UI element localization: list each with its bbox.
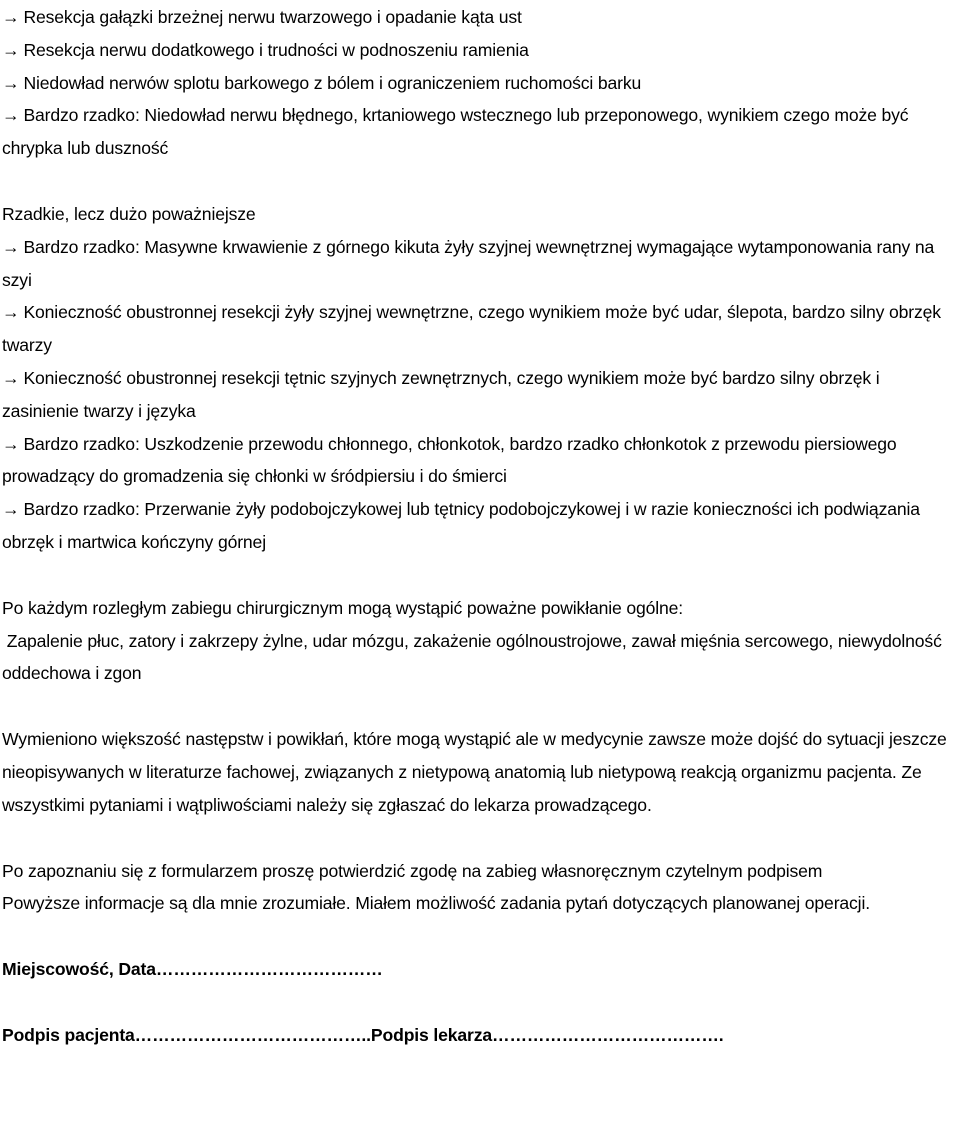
list-item	[2, 362, 958, 428]
spacer	[2, 822, 958, 855]
list-item	[2, 34, 958, 67]
arrow-icon: →	[2, 105, 20, 126]
arrow-icon: →	[2, 7, 20, 27]
spacer	[2, 920, 958, 953]
spacer	[2, 986, 958, 1019]
arrow-icon: →	[2, 72, 20, 93]
list-item-text: Bardzo rzadko: Przerwanie żyły podobojczykowej lub tętnicy podobojczykowej i w razie konieczności ich podwiązania obrzęk i martwica kończyny górnej	[2, 499, 920, 552]
list-item-text: Bardzo rzadko: Niedowład nerwu błędnego, krtaniowego wstecznego lub przeponowego, wynikiem czego może być chrypka lub duszność	[2, 105, 909, 159]
list-item-text: Bardzo rzadko: Masywne krwawienie z górnego kikuta żyły szyjnej wewnętrznej wymagające wytamponowania rany na szyi	[2, 236, 935, 290]
general-complications-intro: Po każdym rozległym zabiegu chirurgicznym mogą wystąpić poważne powikłanie ogólne:	[2, 597, 684, 618]
arrow-icon: →	[2, 236, 20, 257]
confirmation-statement: Powyższe informacje są dla mnie zrozumiałe. Miałem możliwość zadania pytań dotyczących planowanej operacji.	[2, 893, 870, 914]
arrow-icon: →	[2, 433, 20, 454]
list-item	[2, 99, 958, 165]
list-item-text: Konieczność obustronnej resekcji tętnic szyjnych zewnętrznych, czego wynikiem może być bardzo silny obrzęk i zasinienie twarzy i języka	[2, 367, 880, 421]
list-item	[2, 296, 958, 362]
list-item	[2, 1, 958, 34]
spacer	[2, 165, 958, 198]
arrow-icon: →	[2, 302, 20, 323]
arrow-icon: →	[2, 499, 20, 520]
place-date-field[interactable]: Miejscowość, Data…………………………………	[2, 959, 383, 980]
list-item-text: Resekcja gałązki brzeżnej nerwu twarzowego i opadanie kąta ust	[23, 7, 522, 27]
list-item	[2, 493, 958, 559]
list-item	[2, 428, 958, 494]
arrow-icon: →	[2, 367, 20, 388]
list-item-text: Bardzo rzadko: Uszkodzenie przewodu chłonnego, chłonkotok, bardzo rzadko chłonkotok z przewodu piersiowego prowadzący do gromadzenia się chłonki w śródpiersiu i do śmierci	[2, 433, 897, 487]
disclaimer-paragraph: Wymieniono większość następstw i powikłań, które mogą wystąpić ale w medycynie zawsze może dojść do sytuacji jeszcze nieopisywanych w literaturze fachowej, związanych z nietypową anatomią lub nietypową reakcją organizmu pacjenta. Ze wszystkimi pytaniami i wątpliwościami należy się zgłaszać do lekarza prowadzącego.	[2, 729, 947, 815]
list-item-text: Konieczność obustronnej resekcji żyły szyjnej wewnętrzne, czego wynikiem może być udar, ślepota, bardzo silny obrzęk twarzy	[2, 302, 941, 356]
section-heading: Rzadkie, lecz dużo poważniejsze	[2, 203, 256, 224]
list-item	[2, 231, 958, 297]
arrow-icon: →	[2, 39, 20, 60]
signature-fields[interactable]: Podpis pacjenta…………………………………..Podpis lekarza………………………………….	[2, 1024, 724, 1045]
confirmation-request: Po zapoznaniu się z formularzem proszę potwierdzić zgodę na zabieg własnoręcznym czytelnym podpisem	[2, 860, 823, 881]
list-item-text: Resekcja nerwu dodatkowego i trudności w podnoszeniu ramienia	[23, 39, 529, 60]
spacer	[2, 559, 958, 592]
list-item-text: Niedowład nerwów splotu barkowego z bólem i ograniczeniem ruchomości barku	[23, 72, 642, 93]
general-complications-list: Zapalenie płuc, zatory i zakrzepy żylne, udar mózgu, zakażenie ogólnoustrojowe, zawał mięśnia sercowego, niewydolność oddechowa i zgon	[2, 630, 947, 684]
spacer	[2, 690, 958, 723]
list-item	[2, 67, 958, 100]
